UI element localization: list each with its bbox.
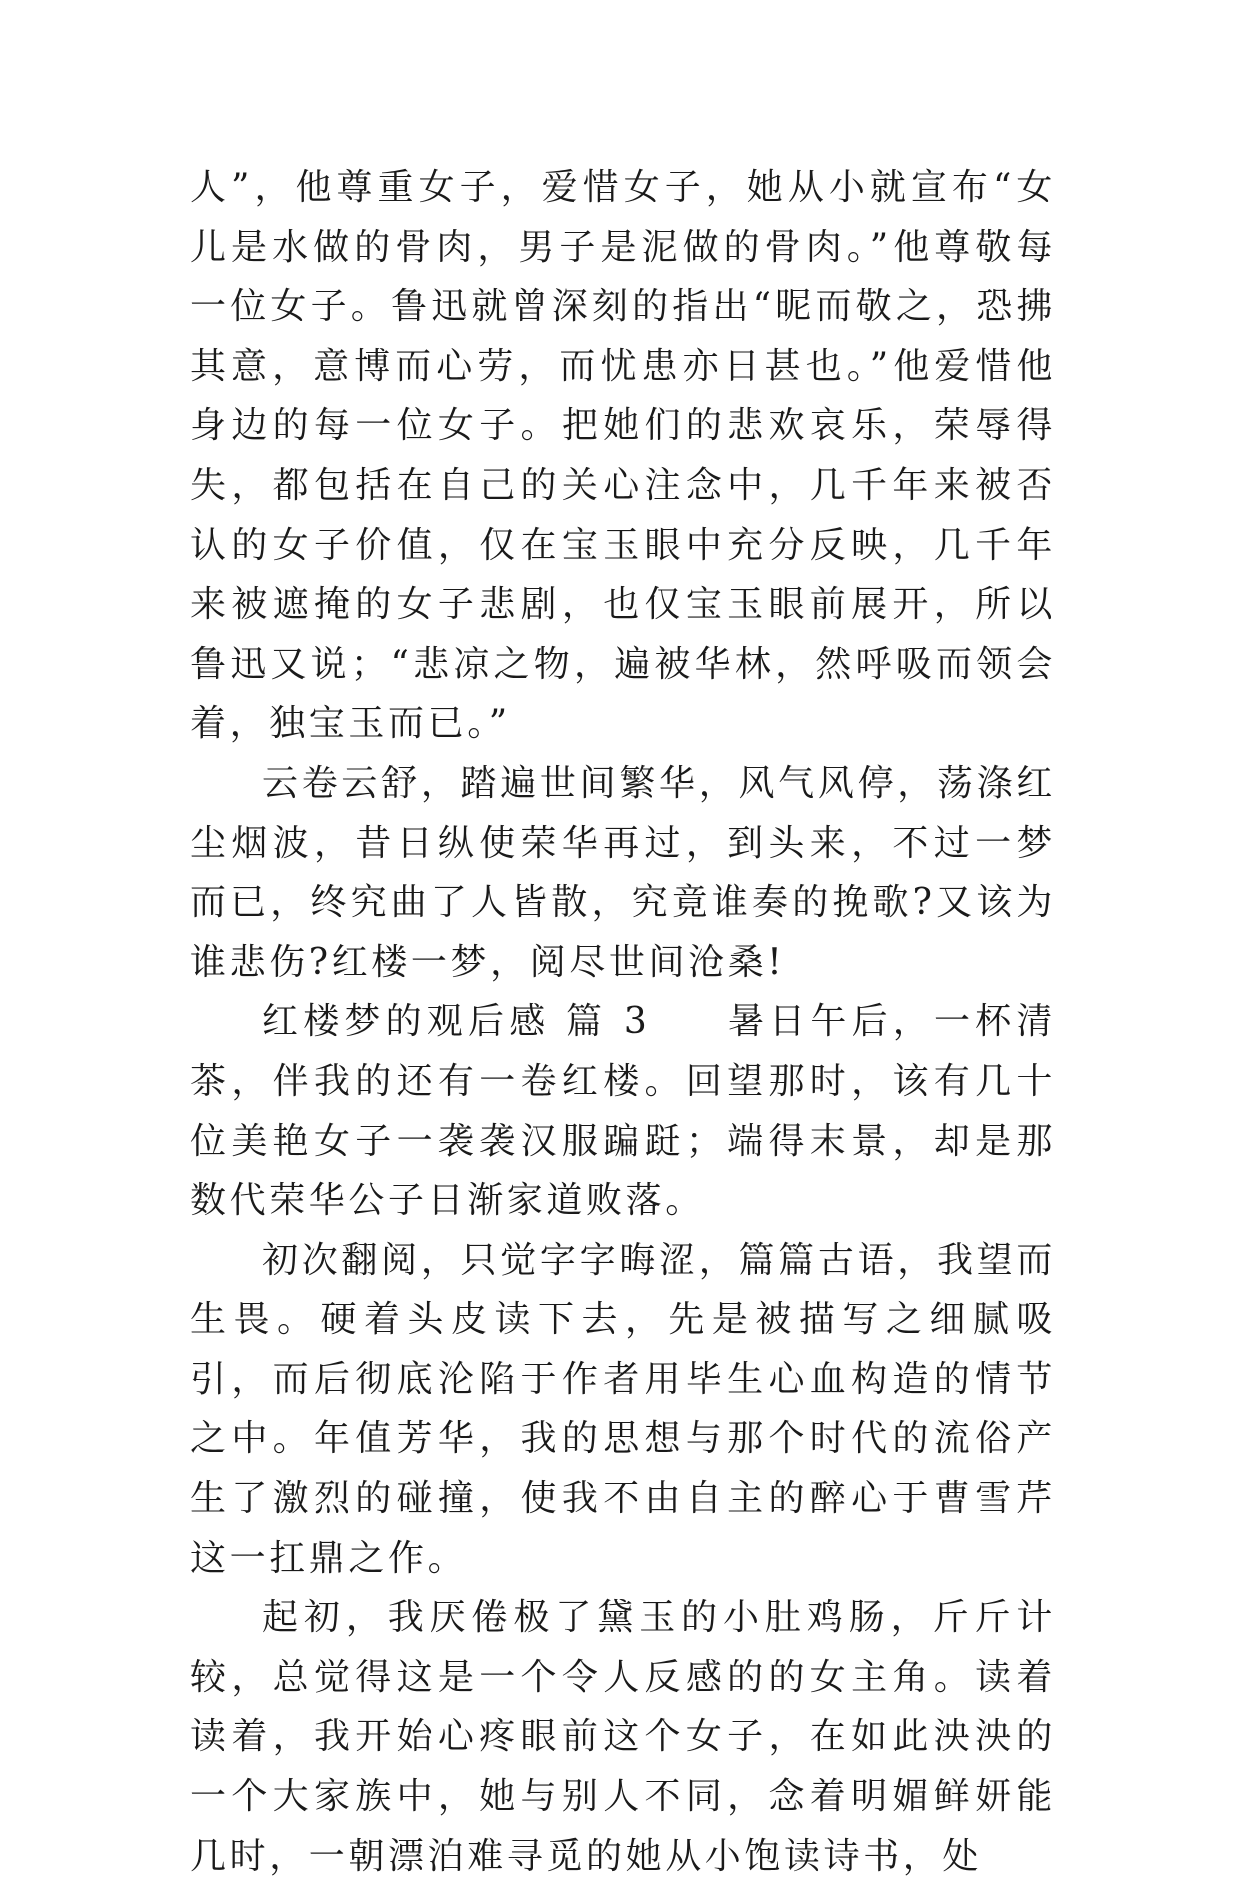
paragraph-3-text: 暑日午后，一杯清茶，伴我的还有一卷红楼。回望那时，该有几十位美艳女子一袭袭汉服蹁跹；端得末景，却是那数代荣华公子日渐家道败落。 — [190, 1001, 1056, 1222]
article-title: 红楼梦的观后感 — [262, 1001, 551, 1043]
paragraph-5: 起初，我厌倦极了黛玉的小肚鸡肠，斤斤计较，总觉得这是一个令人反感的的女主角。读着读着，我开始心疼眼前这个女子，在如此泱泱的一个大家族中，她与别人不同，念着明媚鲜妍能几时，一朝漂泊难寻觅的她从小饱读诗书，处 — [190, 1597, 1056, 1877]
document-body — [190, 158, 1056, 1886]
section-number: 篇 3 — [564, 1001, 651, 1043]
paragraph-4: 初次翻阅，只觉字字晦涩，篇篇古语，我望而生畏。硬着头皮读下去，先是被描写之细腻吸引，而后彻底沦陷于作者用毕生心血构造的情节之中。年值芳华，我的思想与那个时代的流俗产生了激烈的碰撞，使我不由自主的醉心于曹雪芹这一扛鼎之作。 — [190, 1239, 1056, 1579]
paragraph-1: 人”，他尊重女子，爱惜女子，她从小就宣布“女儿是水做的骨肉，男子是泥做的骨肉。”他尊敬每一位女子。鲁迅就曾深刻的指出“昵而敬之，恐拂其意，意博而心劳，而忧患亦日甚也。”他爱惜他身边的每一位女子。把她们的悲欢哀乐，荣辱得失，都包括在自己的关心注念中，几千年来被否认的女子价值，仅在宝玉眼中充分反映，几千年来被遮掩的女子悲剧，也仅宝玉眼前展开，所以鲁迅又说；“悲凉之物，遍被华林，然呼吸而领会着，独宝玉而已。” — [190, 167, 1056, 745]
paragraph-3 — [190, 992, 1056, 1230]
paragraph-2: 云卷云舒，踏遍世间繁华，风气风停，荡涤红尘烟波，昔日纵使荣华再过，到头来，不过一梦而已，终究曲了人皆散，究竟谁奏的挽歌?又该为谁悲伤?红楼一梦，阅尽世间沧桑! — [190, 762, 1056, 983]
